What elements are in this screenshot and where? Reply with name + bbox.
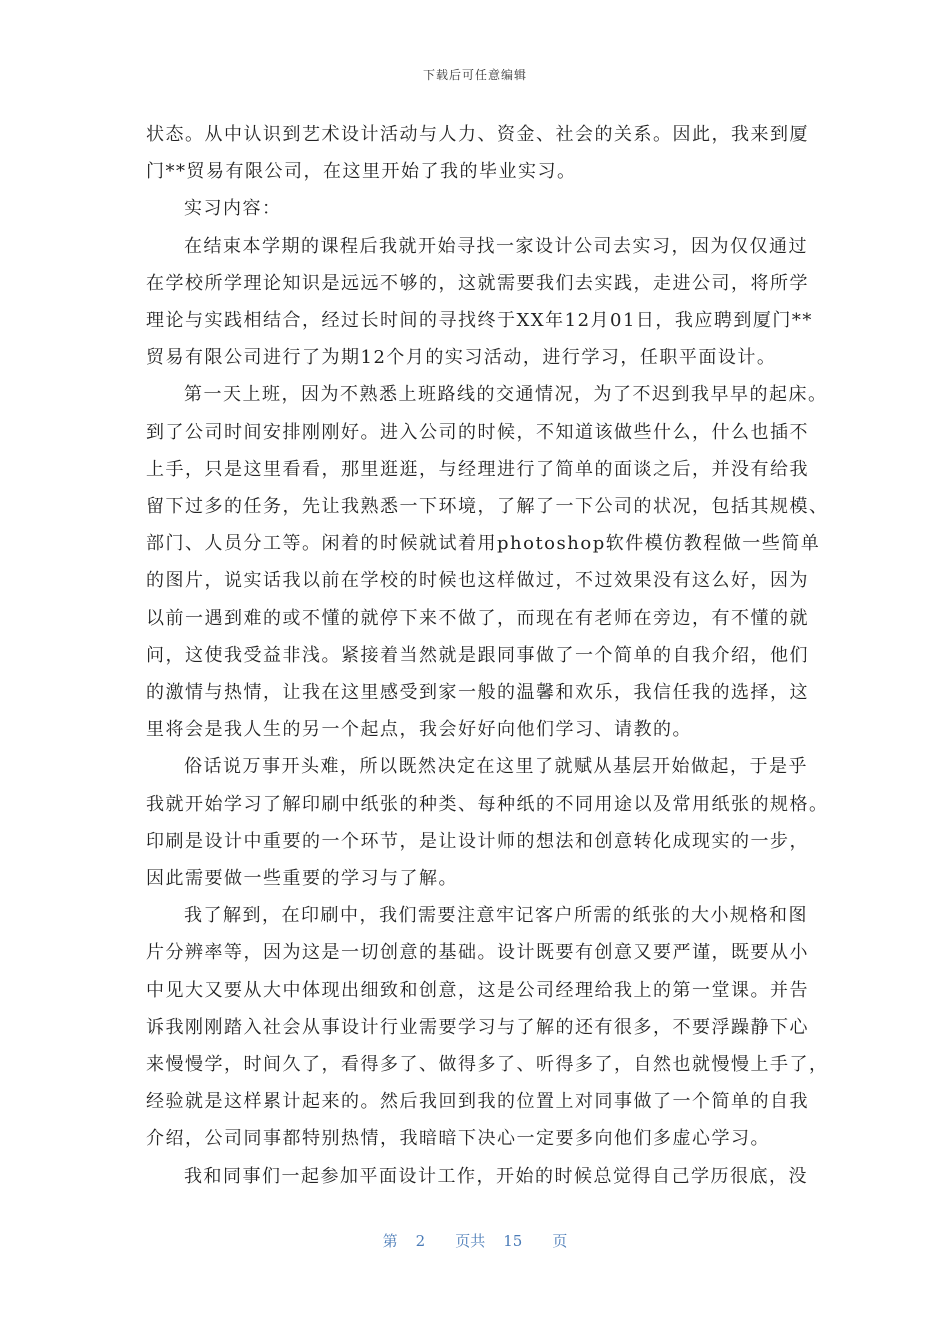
text-line: 以前一遇到难的或不懂的就停下来不做了，而现在有老师在旁边，有不懂的就 [146, 607, 809, 629]
footer-prefix: 第 [382, 1232, 398, 1250]
text-line: 我了解到，在印刷中，我们需要注意牢记客户所需的纸张的大小规格和图 [184, 905, 808, 927]
text-line: 门**贸易有限公司，在这里开始了我的毕业实习。 [146, 161, 577, 183]
page-header: 下载后可任意编辑 [422, 68, 527, 82]
text-line: 在学校所学理论知识是远远不够的，这就需要我们去实践，走进公司，将所学 [146, 272, 809, 294]
text-line: 我和同事们一起参加平面设计工作，开始的时候总觉得自己学历很底，没 [184, 1165, 808, 1187]
text-line: 印刷是设计中重要的一个环节，是让设计师的想法和创意转化成现实的一步， [146, 830, 809, 852]
text-line: 片分辨率等，因为这是一切创意的基础。设计既要有创意又要严谨，既要从小 [146, 942, 809, 964]
text-line: 经验就是这样累计起来的。然后我回到我的位置上对同事做了一个简单的自我 [146, 1091, 809, 1113]
footer-middle: 页共 [455, 1232, 486, 1250]
text-line: 中见大又要从大中体现出细致和创意，这是公司经理给我上的第一堂课。并告 [146, 979, 809, 1001]
document-body [146, 116, 829, 1195]
text-line: 诉我刚刚踏入社会从事设计行业需要学习与了解的还有很多，不要浮躁静下心 [146, 1016, 809, 1038]
total-page-count: 15 [503, 1232, 523, 1250]
text-line: 理论与实践相结合，经过长时间的寻找终于XX年12月01日，我应聘到厦门** [146, 310, 813, 332]
text-line: 因此需要做一些重要的学习与了解。 [146, 868, 458, 890]
text-line: 上手，只是这里看看，那里逛逛，与经理进行了简单的面谈之后，并没有给我 [146, 458, 809, 480]
text-line: 我就开始学习了解印刷中纸张的种类、每种纸的不同用途以及常用纸张的规格。 [146, 793, 829, 815]
text-line: 介绍，公司同事都特别热情，我暗暗下决心一定要多向他们多虚心学习。 [146, 1128, 770, 1150]
text-line: 贸易有限公司进行了为期12个月的实习活动，进行学习，任职平面设计。 [146, 347, 777, 369]
page-footer [0, 1230, 950, 1251]
text-line: 状态。从中认识到艺术设计活动与人力、资金、社会的关系。因此，我来到厦 [146, 124, 809, 145]
text-line: 部门、人员分工等。闲着的时候就试着用photoshop软件模仿教程做一些简单 [146, 533, 821, 555]
text-line: 里将会是我人生的另一个起点，我会好好向他们学习、请教的。 [146, 719, 692, 741]
text-line: 实习内容： [184, 198, 282, 220]
text-line: 在结束本学期的课程后我就开始寻找一家设计公司去实习，因为仅仅通过 [184, 235, 808, 257]
text-line: 来慢慢学，时间久了，看得多了、做得多了、听得多了，自然也就慢慢上手了， [146, 1054, 829, 1076]
text-line: 的激情与热情，让我在这里感受到家一般的温馨和欢乐，我信任我的选择，这 [146, 682, 809, 704]
text-line: 留下过多的任务，先让我熟悉一下环境，了解了一下公司的状况，包括其规模、 [146, 496, 829, 518]
text-line: 俗话说万事开头难，所以既然决定在这里了就赋从基层开始做起，于是乎 [184, 756, 808, 778]
current-page-number: 2 [415, 1232, 426, 1250]
text-line: 的图片，说实话我以前在学校的时候也这样做过，不过效果没有这么好，因为 [146, 570, 809, 592]
footer-suffix: 页 [552, 1232, 568, 1250]
text-line: 问，这使我受益非浅。紧接着当然就是跟同事做了一个简单的自我介绍，他们 [146, 644, 809, 666]
text-line: 第一天上班，因为不熟悉上班路线的交通情况，为了不迟到我早早的起床。 [184, 384, 828, 406]
text-line: 到了公司时间安排刚刚好。进入公司的时候，不知道该做些什么，什么也插不 [146, 421, 809, 443]
